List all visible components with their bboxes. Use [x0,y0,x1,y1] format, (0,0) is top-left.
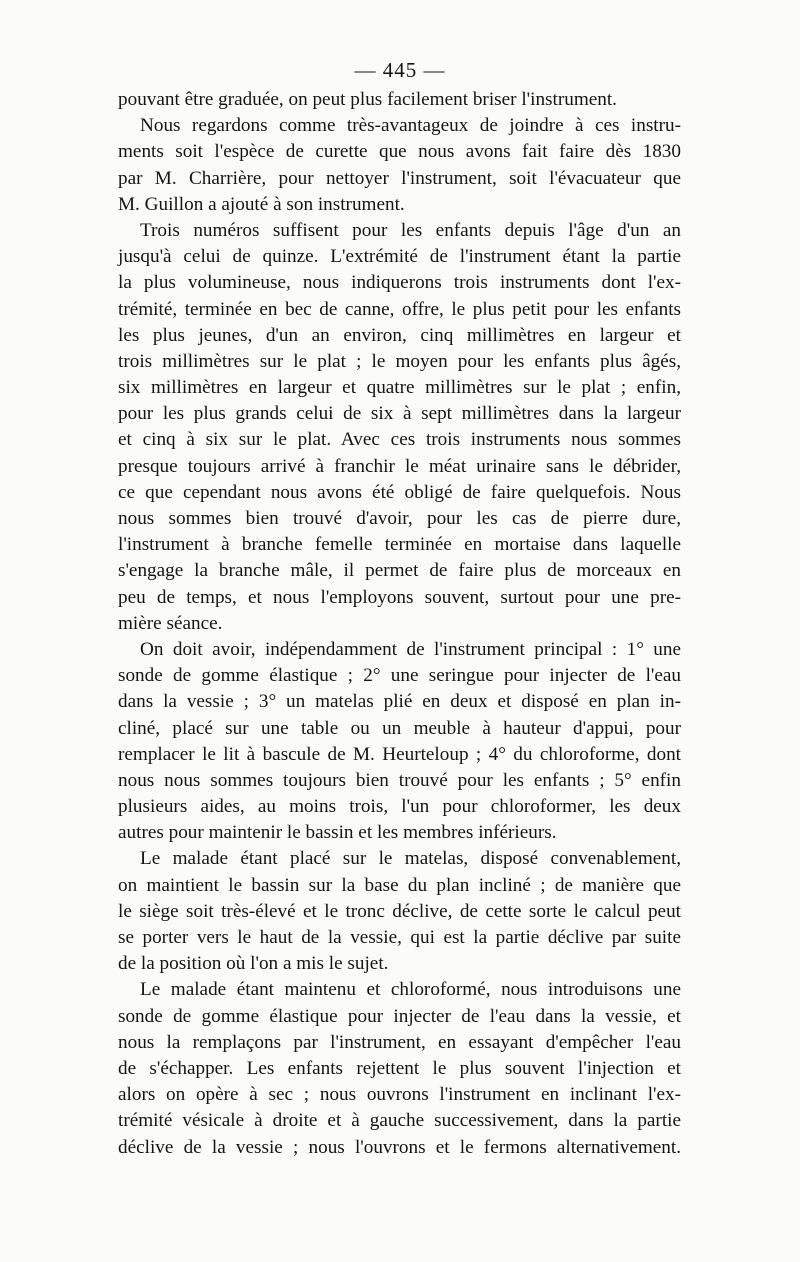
text-line: par M. Charrière, pour nettoyer l'instrument, soit l'évacuateur que [118,167,681,189]
text-line: nous la remplaçons par l'instrument, en essayant d'empêcher l'eau [118,1031,681,1053]
page-number: — 445 — [354,58,446,82]
text-line: autres pour maintenir le bassin et les membres inférieurs. [118,822,557,844]
text-line: et cinq à six sur le plat. Avec ces trois instruments nous sommes [118,429,681,451]
text-line: ments soit l'espèce de curette que nous avons fait faire dès 1830 [118,141,681,163]
text-line: sonde de gomme élastique pour injecter de l'eau dans la vessie, et [118,1005,681,1027]
text-line: ce que cependant nous avons été obligé de faire quelquefois. Nous [118,481,681,503]
text-line: M. Guillon a ajouté à son instrument. [118,193,405,215]
text-line: se porter vers le haut de la vessie, qui est la partie déclive par suite [118,927,681,948]
text-line: trémité, terminée en bec de canne, offre, le plus petit pour les enfants [118,298,681,320]
text-line: mière séance. [118,612,223,634]
body-text [118,87,681,1161]
text-line: de la position où l'on a mis le sujet. [118,953,389,975]
text-line: s'engage la branche mâle, il permet de faire plus de morceaux en [118,560,681,582]
text-line: déclive de la vessie ; nous l'ouvrons et le fermons alternativement. [118,1136,681,1158]
text-line: le siège soit très-élevé et le tronc déclive, de cette sorte le calcul peut [118,900,681,922]
text-line: six millimètres en largeur et quatre millimètres sur le plat ; enfin, [118,377,681,399]
text-line: presque toujours arrivé à franchir le méat urinaire sans le débrider, [118,455,681,477]
text-line: trémité vésicale à droite et à gauche successivement, dans la partie [118,1110,681,1132]
text-line: pour les plus grands celui de six à sept millimètres dans la largeur [118,403,681,425]
text-line: on maintient le bassin sur la base du plan incliné ; de manière que [118,874,681,896]
text-line: Trois numéros suffisent pour les enfants depuis l'âge d'un an [140,219,681,241]
text-line: remplacer le lit à bascule de M. Heurteloup ; 4° du chloroforme, dont [118,743,681,765]
text-line: de s'échapper. Les enfants rejettent le plus souvent l'injection et [118,1057,681,1079]
text-line: l'instrument à branche femelle terminée en mortaise dans laquelle [118,534,681,556]
text-line: Le malade étant placé sur le matelas, disposé convenablement, [140,848,681,870]
text-line: On doit avoir, indépendamment de l'instrument principal : 1° une [140,638,681,660]
text-line: jusqu'à celui de quinze. L'extrémité de l'instrument étant la partie [118,246,681,268]
text-line: la plus volumineuse, nous indiquerons trois instruments dont l'ex- [118,272,681,294]
text-line: peu de temps, et nous l'employons souvent, surtout pour une pre- [118,586,681,608]
text-line: cliné, placé sur une table ou un meuble à hauteur d'appui, pour [118,717,681,739]
text-line: nous nous sommes toujours bien trouvé pour les enfants ; 5° enfin [118,769,681,791]
text-line: Le malade étant maintenu et chloroformé, nous introduisons une [140,979,681,1001]
text-line: dans la vessie ; 3° un matelas plié en deux et disposé en plan in- [118,691,681,713]
text-line: plusieurs aides, au moins trois, l'un pour chloroformer, les deux [118,796,681,818]
text-line: nous sommes bien trouvé d'avoir, pour les cas de pierre dure, [118,508,681,529]
text-line: sonde de gomme élastique ; 2° une seringue pour injecter de l'eau [118,665,681,687]
text-line: trois millimètres sur le plat ; le moyen pour les enfants plus âgés, [118,350,681,372]
text-line: alors on opère à sec ; nous ouvrons l'instrument en inclinant l'ex- [118,1084,681,1106]
text-line: Nous regardons comme très-avantageux de joindre à ces instru- [140,115,681,137]
text-line: les plus jeunes, d'un an environ, cinq millimètres en largeur et [118,324,681,346]
text-line: pouvant être graduée, on peut plus facilement briser l'instrument. [118,89,617,110]
